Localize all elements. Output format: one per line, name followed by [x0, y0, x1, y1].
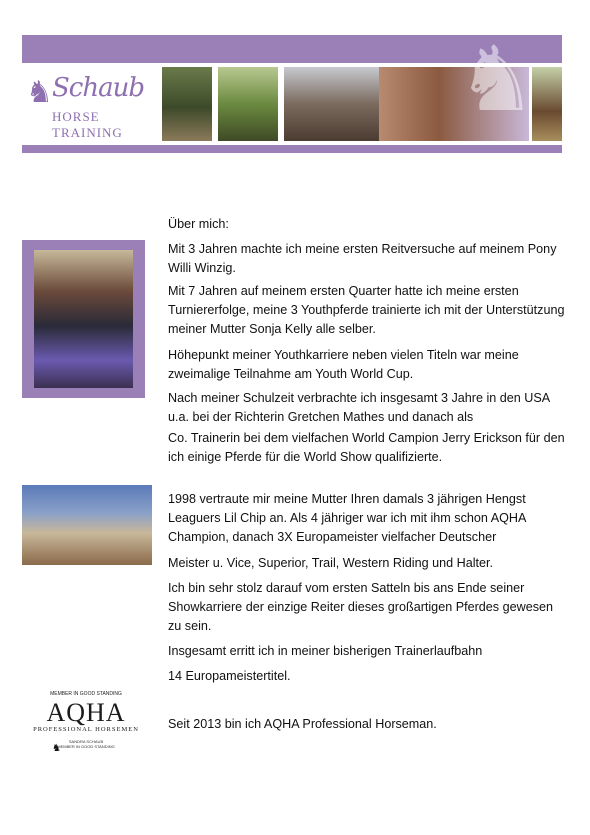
schaub-logo[interactable] [22, 63, 160, 145]
aqha-logo [22, 688, 150, 760]
aqha-member-text: MEMBER IN GOOD STANDING [50, 691, 122, 697]
paragraph: 1998 vertraute mir meine Mutter Ihren damals 3 jährigen Hengst Leaguers Lil Chip an. Als 4 jähriger war ich mit ihm schon AQHA Champion, danach 3X Europameister vielfacher Deutscher [168, 492, 526, 544]
paragraph: Co. Trainerin bei dem vielfachen World Campion Jerry Erickson für den ich einige Pferde für die World Show qualifizierte. [168, 431, 565, 464]
aqha-horse-icon: ♞ [52, 743, 61, 754]
aqha-professional: PROFESSIONAL HORSEMEN [33, 726, 139, 733]
banner-photo-handler [284, 67, 379, 141]
aqha-title: AQHA [46, 698, 126, 727]
arena-photo [22, 485, 152, 565]
paragraph: Nach meiner Schulzeit verbrachte ich insgesamt 3 Jahre in den USA u.a. bei der Richterin Gretchen Mathes und danach als [168, 391, 550, 424]
paragraph: Ich bin sehr stolz darauf vom ersten Satteln bis ans Ende seiner Showkarriere der einzige Reiter dieses großartigen Pferdes gewesen zu sein. [168, 581, 554, 633]
horse-rider-icon: ♞ [26, 76, 53, 109]
paragraph: Mit 3 Jahren machte ich meine ersten Reitversuche auf meinem Pony Willi Winzig. [168, 242, 557, 275]
aqha-standing: MEMBER IN GOOD STANDING [57, 744, 115, 749]
logo-subtitle: HORSE TRAINING [52, 109, 123, 140]
paragraph: 14 Europameistertitel. [168, 669, 291, 683]
paragraph: Mit 7 Jahren auf meinem ersten Quarter hatte ich meine ersten Turniererfolge, meine 3 Youthpferde trainierte ich mit der Unterstützung meiner Mutter Sonja Kelly alle selber. [168, 284, 565, 336]
header-banner [22, 35, 562, 153]
banner-photo-rider [162, 67, 212, 141]
paragraph: Seit 2013 bin ich AQHA Professional Horseman. [168, 717, 437, 731]
logo-script-text: Schaub [52, 73, 145, 103]
text-heading: Über mich: [168, 217, 229, 231]
portrait-photo [34, 250, 133, 388]
rider-silhouette-icon: ♞ [456, 35, 537, 130]
banner-photo-horse [218, 67, 278, 141]
portrait-frame [22, 240, 145, 398]
aqha-name: SANDRA SCHAUB [68, 739, 104, 744]
paragraph: Höhepunkt meiner Youthkarriere neben vielen Titeln war meine zweimalige Teilnahme am Youth World Cup. [168, 348, 519, 381]
paragraph: Meister u. Vice, Superior, Trail, Western Riding und Halter. [168, 556, 494, 570]
paragraph: Insgesamt erritt ich in meiner bisherigen Trainerlaufbahn [168, 644, 483, 658]
